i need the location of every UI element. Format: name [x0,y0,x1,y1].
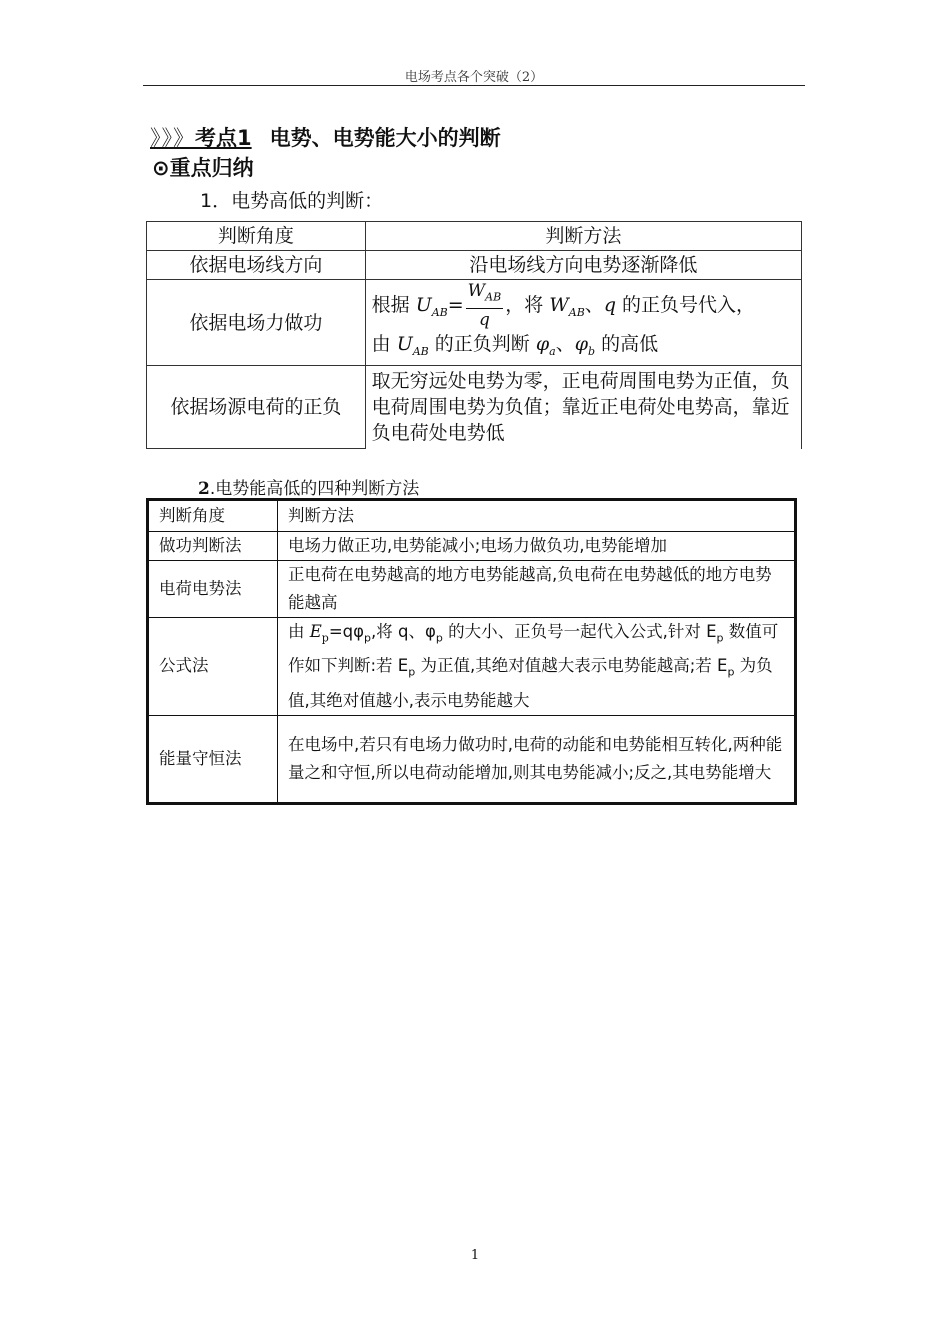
table-cell-angle: 电荷电势法 [148,561,278,618]
table-cell-angle: 做功判断法 [148,532,278,561]
text-fragment: 为负值,其绝对值越小,表示电势能越大 [288,656,773,710]
math-subscript: AB [431,306,448,319]
text-fragment: 的正负号代入， [615,294,756,317]
math-u [415,294,448,319]
table-header-cell: 判断方法 [278,500,796,532]
text-fragment: 为正值,其绝对值越大表示电势能越高;若 E [415,656,728,676]
table-header-cell: 判断角度 [148,500,278,532]
math-subscript: b [588,345,596,359]
text-fragment: =qφ [328,622,365,641]
table-row [147,251,802,280]
point2-number: 2 [198,479,210,499]
table-row [148,500,796,532]
table-row [148,618,796,716]
table-cell-method: 在电场中,若只有电场力做功时,电荷的动能和电势能相互转化,两种能量之和守恒,所以电荷动能增加,则其电势能减小;反之,其电势能增大 [278,715,796,803]
math-w [549,294,585,319]
formula-line [372,331,795,365]
table-header-cell: 判断方法 [365,222,801,251]
text-fragment: 根据 [371,294,416,317]
math-subscript: AB [568,306,585,319]
table-cell-method [365,280,801,366]
table-row [147,366,802,449]
point2-heading [198,474,419,499]
table-cell-method: 电场力做正功,电势能减小;电场力做负功,电势能增加 [278,532,796,561]
math-subscript: p [716,631,724,645]
math-symbol: φ [574,333,589,356]
table-row [147,280,802,366]
header-title: 电场考点各个突破（2） [404,70,544,85]
table-cell-angle: 依据场源电荷的正负 [147,366,366,449]
table-row [147,222,802,251]
math-symbol: W [467,281,486,301]
math-u [396,333,429,359]
math-subscript: p [408,665,416,679]
point2-text: .电势能高低的四种判断方法 [209,479,420,499]
table-cell-angle: 公式法 [148,618,278,716]
math-subscript: p [435,631,443,645]
math-subscript: p [364,631,372,645]
text-fragment: 的大小、正负号一起代入公式,针对 E [442,622,717,641]
focus-heading: ⊙重点归纳 [152,156,254,180]
potential-table [146,221,802,449]
table-cell-method: 沿电场线方向电势逐渐降低 [365,251,801,280]
math-phi-b [574,333,596,359]
table-row [148,532,796,561]
page-number: 1 [470,1248,480,1263]
section-title-text: 电势、电势能大小的判断 [269,126,501,150]
section-title [150,122,501,152]
text-fragment: 的高低 [595,333,659,356]
table-cell-method [278,618,796,716]
table-cell-angle: 依据电场线方向 [147,251,366,280]
math-subscript: AB [485,290,502,304]
math-symbol: U [396,333,413,356]
math-ep [309,622,329,645]
text-fragment: 数值可作如下判断:若 E [288,622,779,676]
energy-table [146,498,797,805]
arrow-marks: 》》》 [150,126,195,150]
math-subscript: p [727,665,735,679]
math-symbol: E [309,622,322,641]
formula-line [372,280,795,331]
text-fragment: 、 [584,294,604,317]
text-fragment: 、 [555,333,575,356]
table-header-cell: 判断角度 [147,222,366,251]
kaodian-label: 考点1 [195,126,252,150]
math-subscript: a [549,345,556,359]
table-cell-angle: 能量守恒法 [148,715,278,803]
math-symbol: U [415,294,432,317]
text-fragment: ,将 q、φ [371,622,436,641]
table-row [148,561,796,618]
page-header [143,66,805,86]
math-subscript: AB [412,345,429,359]
math-subscript: p [321,631,329,645]
text-fragment: 的正负判断 [428,333,536,356]
table-cell-angle: 依据电场力做功 [147,280,366,366]
fraction [466,280,504,331]
text-fragment: 由 [288,622,310,641]
text-fragment: ，将 [505,294,550,317]
fraction-numerator [466,280,504,309]
math-symbol: φ [535,333,550,356]
point1-heading: 1．电势高低的判断： [200,190,384,212]
fraction-denominator: q [478,310,490,331]
text-fragment: 由 [371,333,397,356]
text-fragment: = [447,294,464,317]
math-phi-a [535,333,556,359]
table-cell-method: 正电荷在电势越高的地方电势能越高,负电荷在电势越低的地方电势能越高 [278,561,796,618]
table-cell-method: 取无穷远处电势为零，正电荷周围电势为正值，负电荷周围电势为负值；靠近正电荷处电势高，靠近负电荷处电势低 [365,366,801,449]
table-row [148,715,796,803]
math-symbol: q [603,294,616,317]
math-symbol: W [549,294,569,317]
